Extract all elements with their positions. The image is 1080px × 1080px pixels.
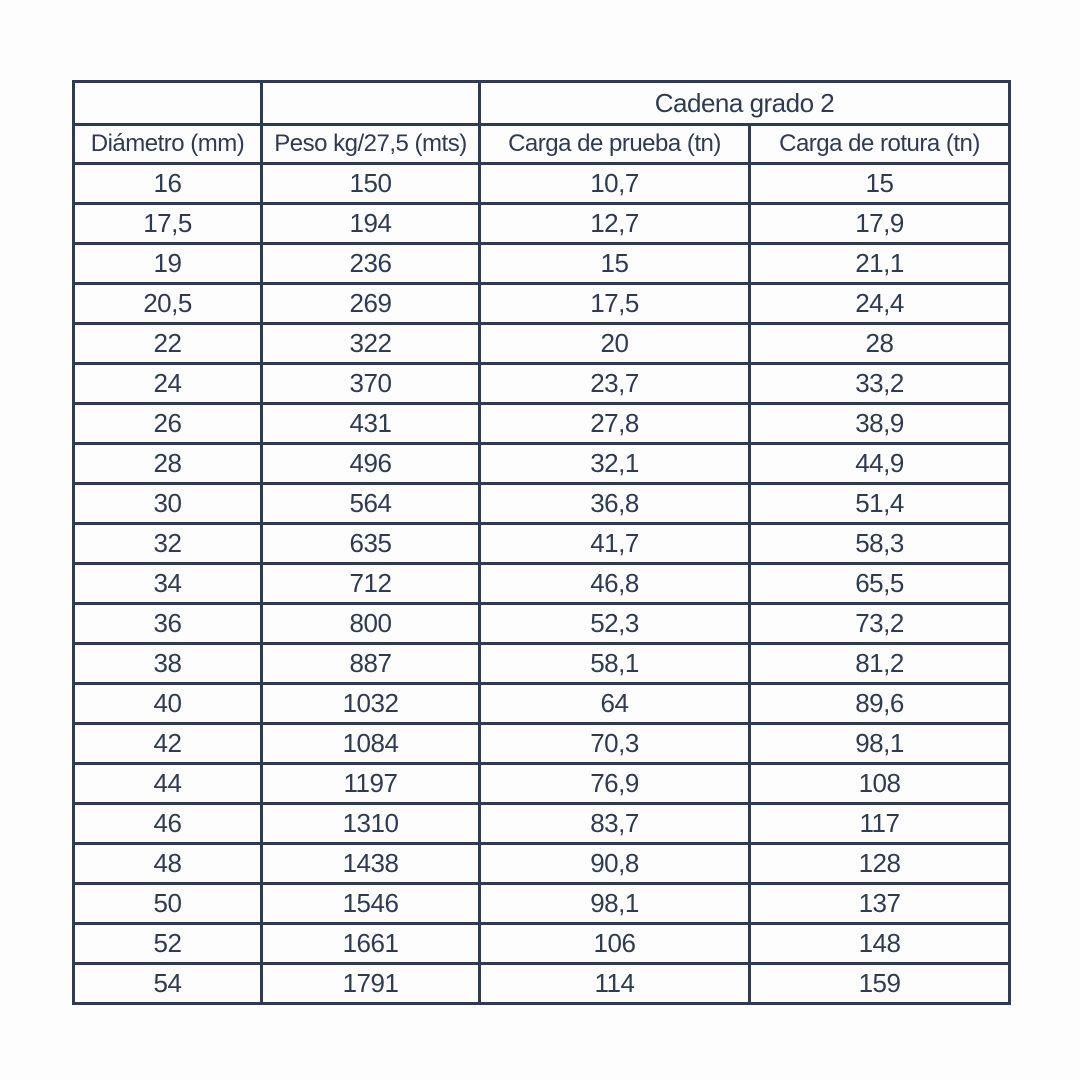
table-cell: 712: [262, 564, 480, 604]
table-cell: 58,1: [480, 644, 750, 684]
table-row: [74, 404, 1010, 444]
table-row: [74, 444, 1010, 484]
table-cell: 564: [262, 484, 480, 524]
table-cell: 1032: [262, 684, 480, 724]
table-cell: 21,1: [750, 244, 1010, 284]
table-cell: 496: [262, 444, 480, 484]
table-cell: 28: [74, 444, 262, 484]
table-cell: 15: [480, 244, 750, 284]
table-row: [74, 964, 1010, 1004]
table-cell: 64: [480, 684, 750, 724]
table-cell: 50: [74, 884, 262, 924]
table-cell: 322: [262, 324, 480, 364]
column-header-peso: Peso kg/27,5 (mts): [262, 125, 480, 164]
table-cell: 1197: [262, 764, 480, 804]
table-row: [74, 804, 1010, 844]
table-cell: 70,3: [480, 724, 750, 764]
table-cell: 1438: [262, 844, 480, 884]
table-cell: 32: [74, 524, 262, 564]
table-cell: 38,9: [750, 404, 1010, 444]
table-cell: 90,8: [480, 844, 750, 884]
empty-cell-peso: [262, 82, 480, 125]
table-cell: 10,7: [480, 164, 750, 204]
table-cell: 16: [74, 164, 262, 204]
table-cell: 24: [74, 364, 262, 404]
table-row: [74, 604, 1010, 644]
table-cell: 51,4: [750, 484, 1010, 524]
table-cell: 24,4: [750, 284, 1010, 324]
table-row: [74, 284, 1010, 324]
table-row: [74, 924, 1010, 964]
table-cell: 150: [262, 164, 480, 204]
table-cell: 27,8: [480, 404, 750, 444]
empty-cell-diametro: [74, 82, 262, 125]
column-header-diametro: Diámetro (mm): [74, 125, 262, 164]
table-cell: 22: [74, 324, 262, 364]
table-cell: 370: [262, 364, 480, 404]
table-cell: 800: [262, 604, 480, 644]
table-cell: 19: [74, 244, 262, 284]
table-cell: 20: [480, 324, 750, 364]
table-cell: 81,2: [750, 644, 1010, 684]
table-cell: 194: [262, 204, 480, 244]
table-row: [74, 364, 1010, 404]
table-row: [74, 164, 1010, 204]
chain-spec-table: [72, 80, 1011, 1005]
table-cell: 54: [74, 964, 262, 1004]
table-cell: 887: [262, 644, 480, 684]
table-cell: 44,9: [750, 444, 1010, 484]
table-cell: 128: [750, 844, 1010, 884]
table-cell: 17,5: [74, 204, 262, 244]
table-cell: 30: [74, 484, 262, 524]
table-row: [74, 884, 1010, 924]
table-cell: 20,5: [74, 284, 262, 324]
table-row: [74, 684, 1010, 724]
column-header-carga-prueba: Carga de prueba (tn): [480, 125, 750, 164]
table-cell: 32,1: [480, 444, 750, 484]
table-cell: 73,2: [750, 604, 1010, 644]
table-cell: 12,7: [480, 204, 750, 244]
table-row: [74, 524, 1010, 564]
table-row: [74, 844, 1010, 884]
table-cell: 108: [750, 764, 1010, 804]
table-row: [74, 484, 1010, 524]
table-cell: 1310: [262, 804, 480, 844]
table-cell: 117: [750, 804, 1010, 844]
table-cell: 106: [480, 924, 750, 964]
table-cell: 34: [74, 564, 262, 604]
table-cell: 42: [74, 724, 262, 764]
table-cell: 38: [74, 644, 262, 684]
table-cell: 1661: [262, 924, 480, 964]
table-cell: 48: [74, 844, 262, 884]
table-body: [74, 164, 1010, 1004]
table-cell: 114: [480, 964, 750, 1004]
table-cell: 236: [262, 244, 480, 284]
column-header-row: [74, 125, 1010, 164]
group-header-row: [74, 82, 1010, 125]
table-cell: 1084: [262, 724, 480, 764]
table-cell: 89,6: [750, 684, 1010, 724]
table-cell: 65,5: [750, 564, 1010, 604]
table-cell: 148: [750, 924, 1010, 964]
table-cell: 1546: [262, 884, 480, 924]
table-cell: 83,7: [480, 804, 750, 844]
table-cell: 58,3: [750, 524, 1010, 564]
table-row: [74, 724, 1010, 764]
table-cell: 23,7: [480, 364, 750, 404]
table-row: [74, 764, 1010, 804]
table-cell: 269: [262, 284, 480, 324]
table-cell: 28: [750, 324, 1010, 364]
table-cell: 431: [262, 404, 480, 444]
table-cell: 46: [74, 804, 262, 844]
table-cell: 17,9: [750, 204, 1010, 244]
table-cell: 36,8: [480, 484, 750, 524]
table-cell: 15: [750, 164, 1010, 204]
table-cell: 17,5: [480, 284, 750, 324]
table-cell: 98,1: [750, 724, 1010, 764]
table-row: [74, 204, 1010, 244]
group-header-cadena-grado-2: Cadena grado 2: [480, 82, 1010, 125]
table-cell: 36: [74, 604, 262, 644]
column-header-carga-rotura: Carga de rotura (tn): [750, 125, 1010, 164]
table-cell: 98,1: [480, 884, 750, 924]
table-cell: 41,7: [480, 524, 750, 564]
table-cell: 52: [74, 924, 262, 964]
table-row: [74, 244, 1010, 284]
table-row: [74, 564, 1010, 604]
table-cell: 635: [262, 524, 480, 564]
table-cell: 159: [750, 964, 1010, 1004]
table-row: [74, 644, 1010, 684]
table-row: [74, 324, 1010, 364]
table-cell: 52,3: [480, 604, 750, 644]
table-cell: 137: [750, 884, 1010, 924]
table-cell: 26: [74, 404, 262, 444]
table-cell: 33,2: [750, 364, 1010, 404]
table-cell: 46,8: [480, 564, 750, 604]
table-cell: 76,9: [480, 764, 750, 804]
table-cell: 40: [74, 684, 262, 724]
table-cell: 1791: [262, 964, 480, 1004]
table-cell: 44: [74, 764, 262, 804]
